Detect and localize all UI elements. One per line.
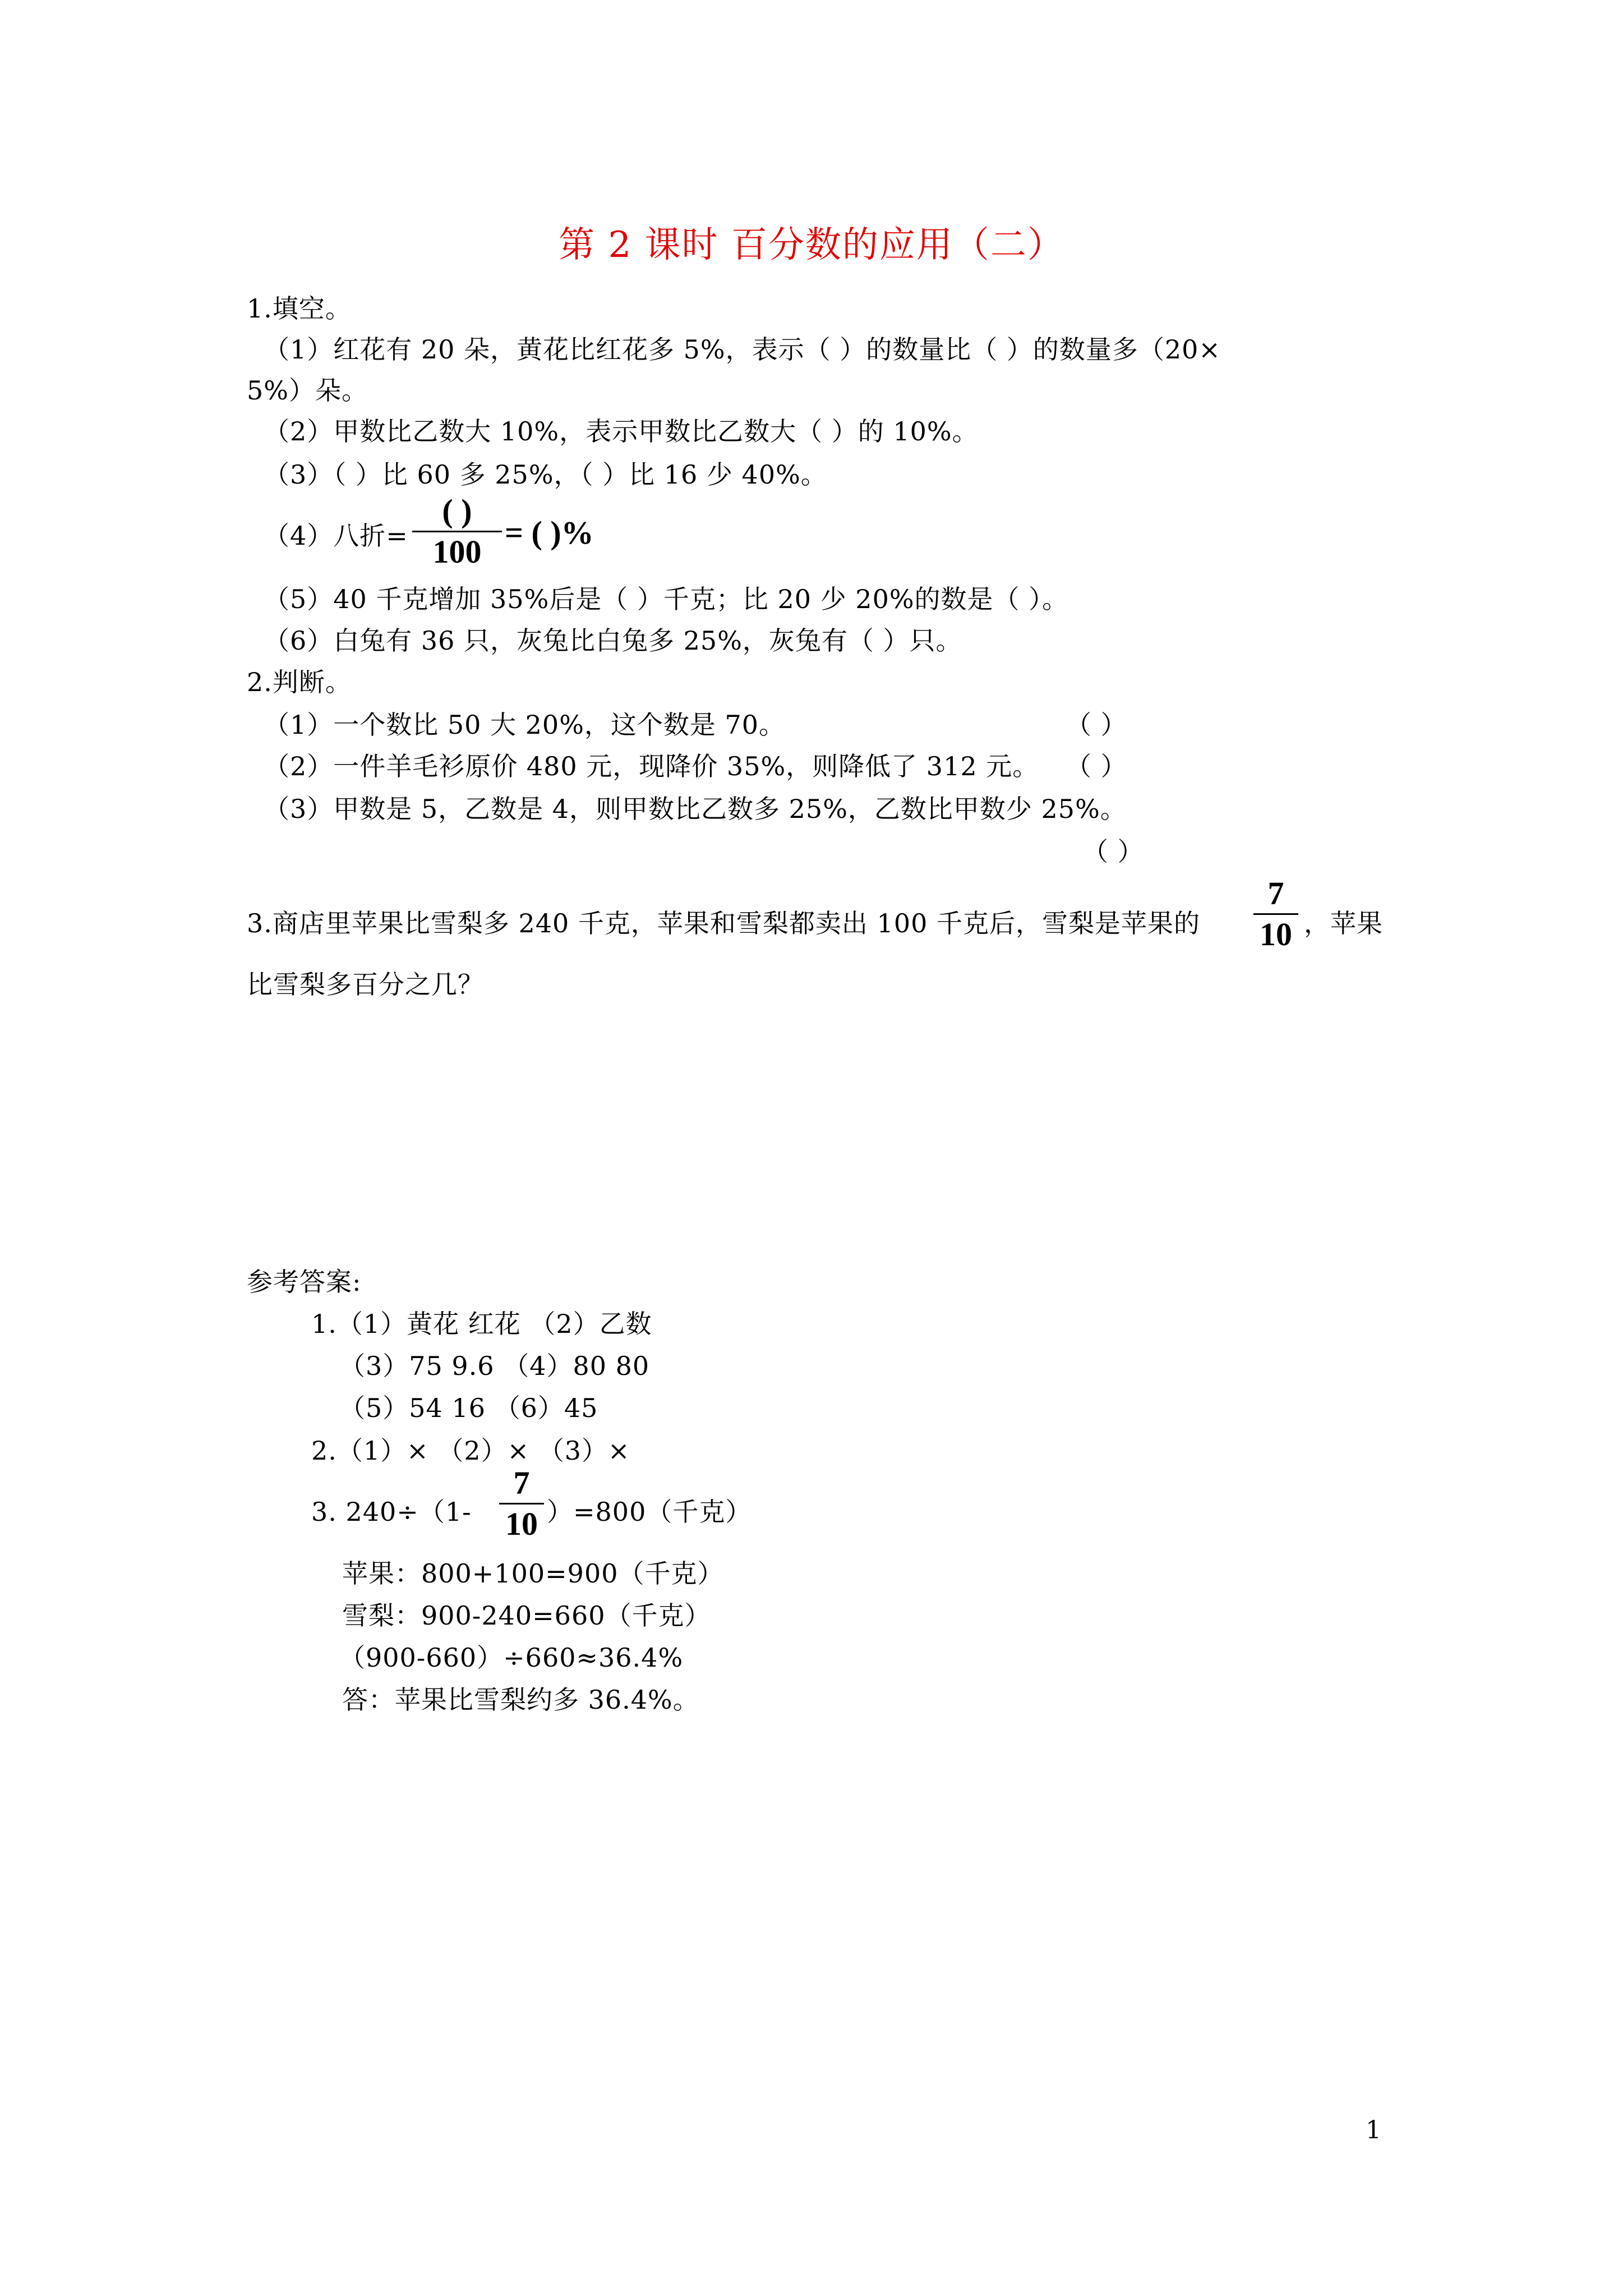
q3-line1-prefix: 3.商店里苹果比雪梨多 240 千克，苹果和雪梨都卖出 100 千克后，雪梨是苹果的 [247, 908, 1200, 938]
q2-part1: （1）一个数比 50 大 20%，这个数是 70。 [264, 710, 786, 740]
q1-part4-prefix: （4）八折= [264, 521, 408, 551]
q3-line1-suffix: ，苹果 [1304, 908, 1383, 938]
q3-fraction-denominator: 10 [1260, 916, 1292, 953]
page-title: 第 2 课时 百分数的应用（二） [559, 224, 1064, 266]
q1-heading: 1.填空。 [247, 293, 352, 324]
q2-heading: 2.判断。 [247, 667, 352, 697]
q1-part5: （5）40 千克增加 35%后是（ ）千克；比 20 少 20%的数是（ ）。 [264, 584, 1069, 614]
answer-3-conclusion: 答：苹果比雪梨约多 36.4%。 [342, 1685, 699, 1715]
answer-3-percentage: （900-660）÷660≈36.4% [339, 1642, 684, 1673]
answer-3-pears: 雪梨：900-240=660（千克） [342, 1600, 711, 1631]
q2-part1-answer-bracket: （ ） [1066, 710, 1127, 740]
answer-3-suffix: ）=800（千克） [547, 1497, 752, 1527]
q1-part1-line1: （1）红花有 20 朵，黄花比红花多 5%，表示（ ）的数量比（ ）的数量多（20× [264, 334, 1221, 365]
fraction-bar [1253, 913, 1298, 915]
answer-1-line1: 1.（1）黄花 红花 （2）乙数 [311, 1309, 652, 1339]
q1-part6: （6）白兔有 36 只，灰兔比白兔多 25%，灰兔有（ ）只。 [264, 625, 962, 656]
answer-3-fraction [499, 1466, 544, 1542]
q1-part4-fraction-numerator: ( ) [442, 493, 472, 529]
q1-part4-suffix: = ( )% [505, 514, 594, 551]
q3-line2: 比雪梨多百分之几？ [247, 969, 484, 1000]
answer-3-fraction-denominator: 10 [505, 1506, 538, 1542]
fraction-bar [412, 531, 502, 532]
q1-part1-line2: 5%）朵。 [247, 375, 368, 406]
q2-part2: （2）一件羊毛衫原价 480 元，现降价 35%，则降低了 312 元。 [264, 751, 1039, 781]
answer-2: 2.（1）× （2）× （3）× [311, 1435, 630, 1466]
answer-1-line2: （3）75 9.6 （4）80 80 [339, 1351, 650, 1381]
answer-1-line3: （5）54 16 （6）45 [339, 1393, 598, 1423]
q1-part3: （3）（ ）比 60 多 25%，（ ）比 16 少 40%。 [264, 459, 827, 490]
answer-3-apples: 苹果：800+100=900（千克） [342, 1558, 724, 1589]
q3-fraction [1253, 876, 1298, 952]
answer-3-prefix: 3. 240÷（1- [311, 1497, 472, 1527]
q1-part4-fraction [412, 494, 502, 569]
q3-fraction-numerator: 7 [1267, 875, 1284, 912]
fraction-bar [499, 1503, 544, 1504]
q1-part2: （2）甲数比乙数大 10%，表示甲数比乙数大（ ）的 10%。 [264, 416, 979, 447]
answers-heading: 参考答案: [247, 1267, 362, 1297]
q1-part4-fraction-denominator: 100 [432, 533, 482, 570]
answer-3-fraction-numerator: 7 [513, 1465, 530, 1501]
q2-part2-answer-bracket: （ ） [1066, 751, 1127, 781]
page-number: 1 [1366, 2116, 1381, 2145]
q2-part3-answer-bracket: （ ） [1082, 836, 1144, 867]
q2-part3: （3）甲数是 5，乙数是 4，则甲数比乙数多 25%，乙数比甲数少 25%。 [264, 794, 1127, 824]
